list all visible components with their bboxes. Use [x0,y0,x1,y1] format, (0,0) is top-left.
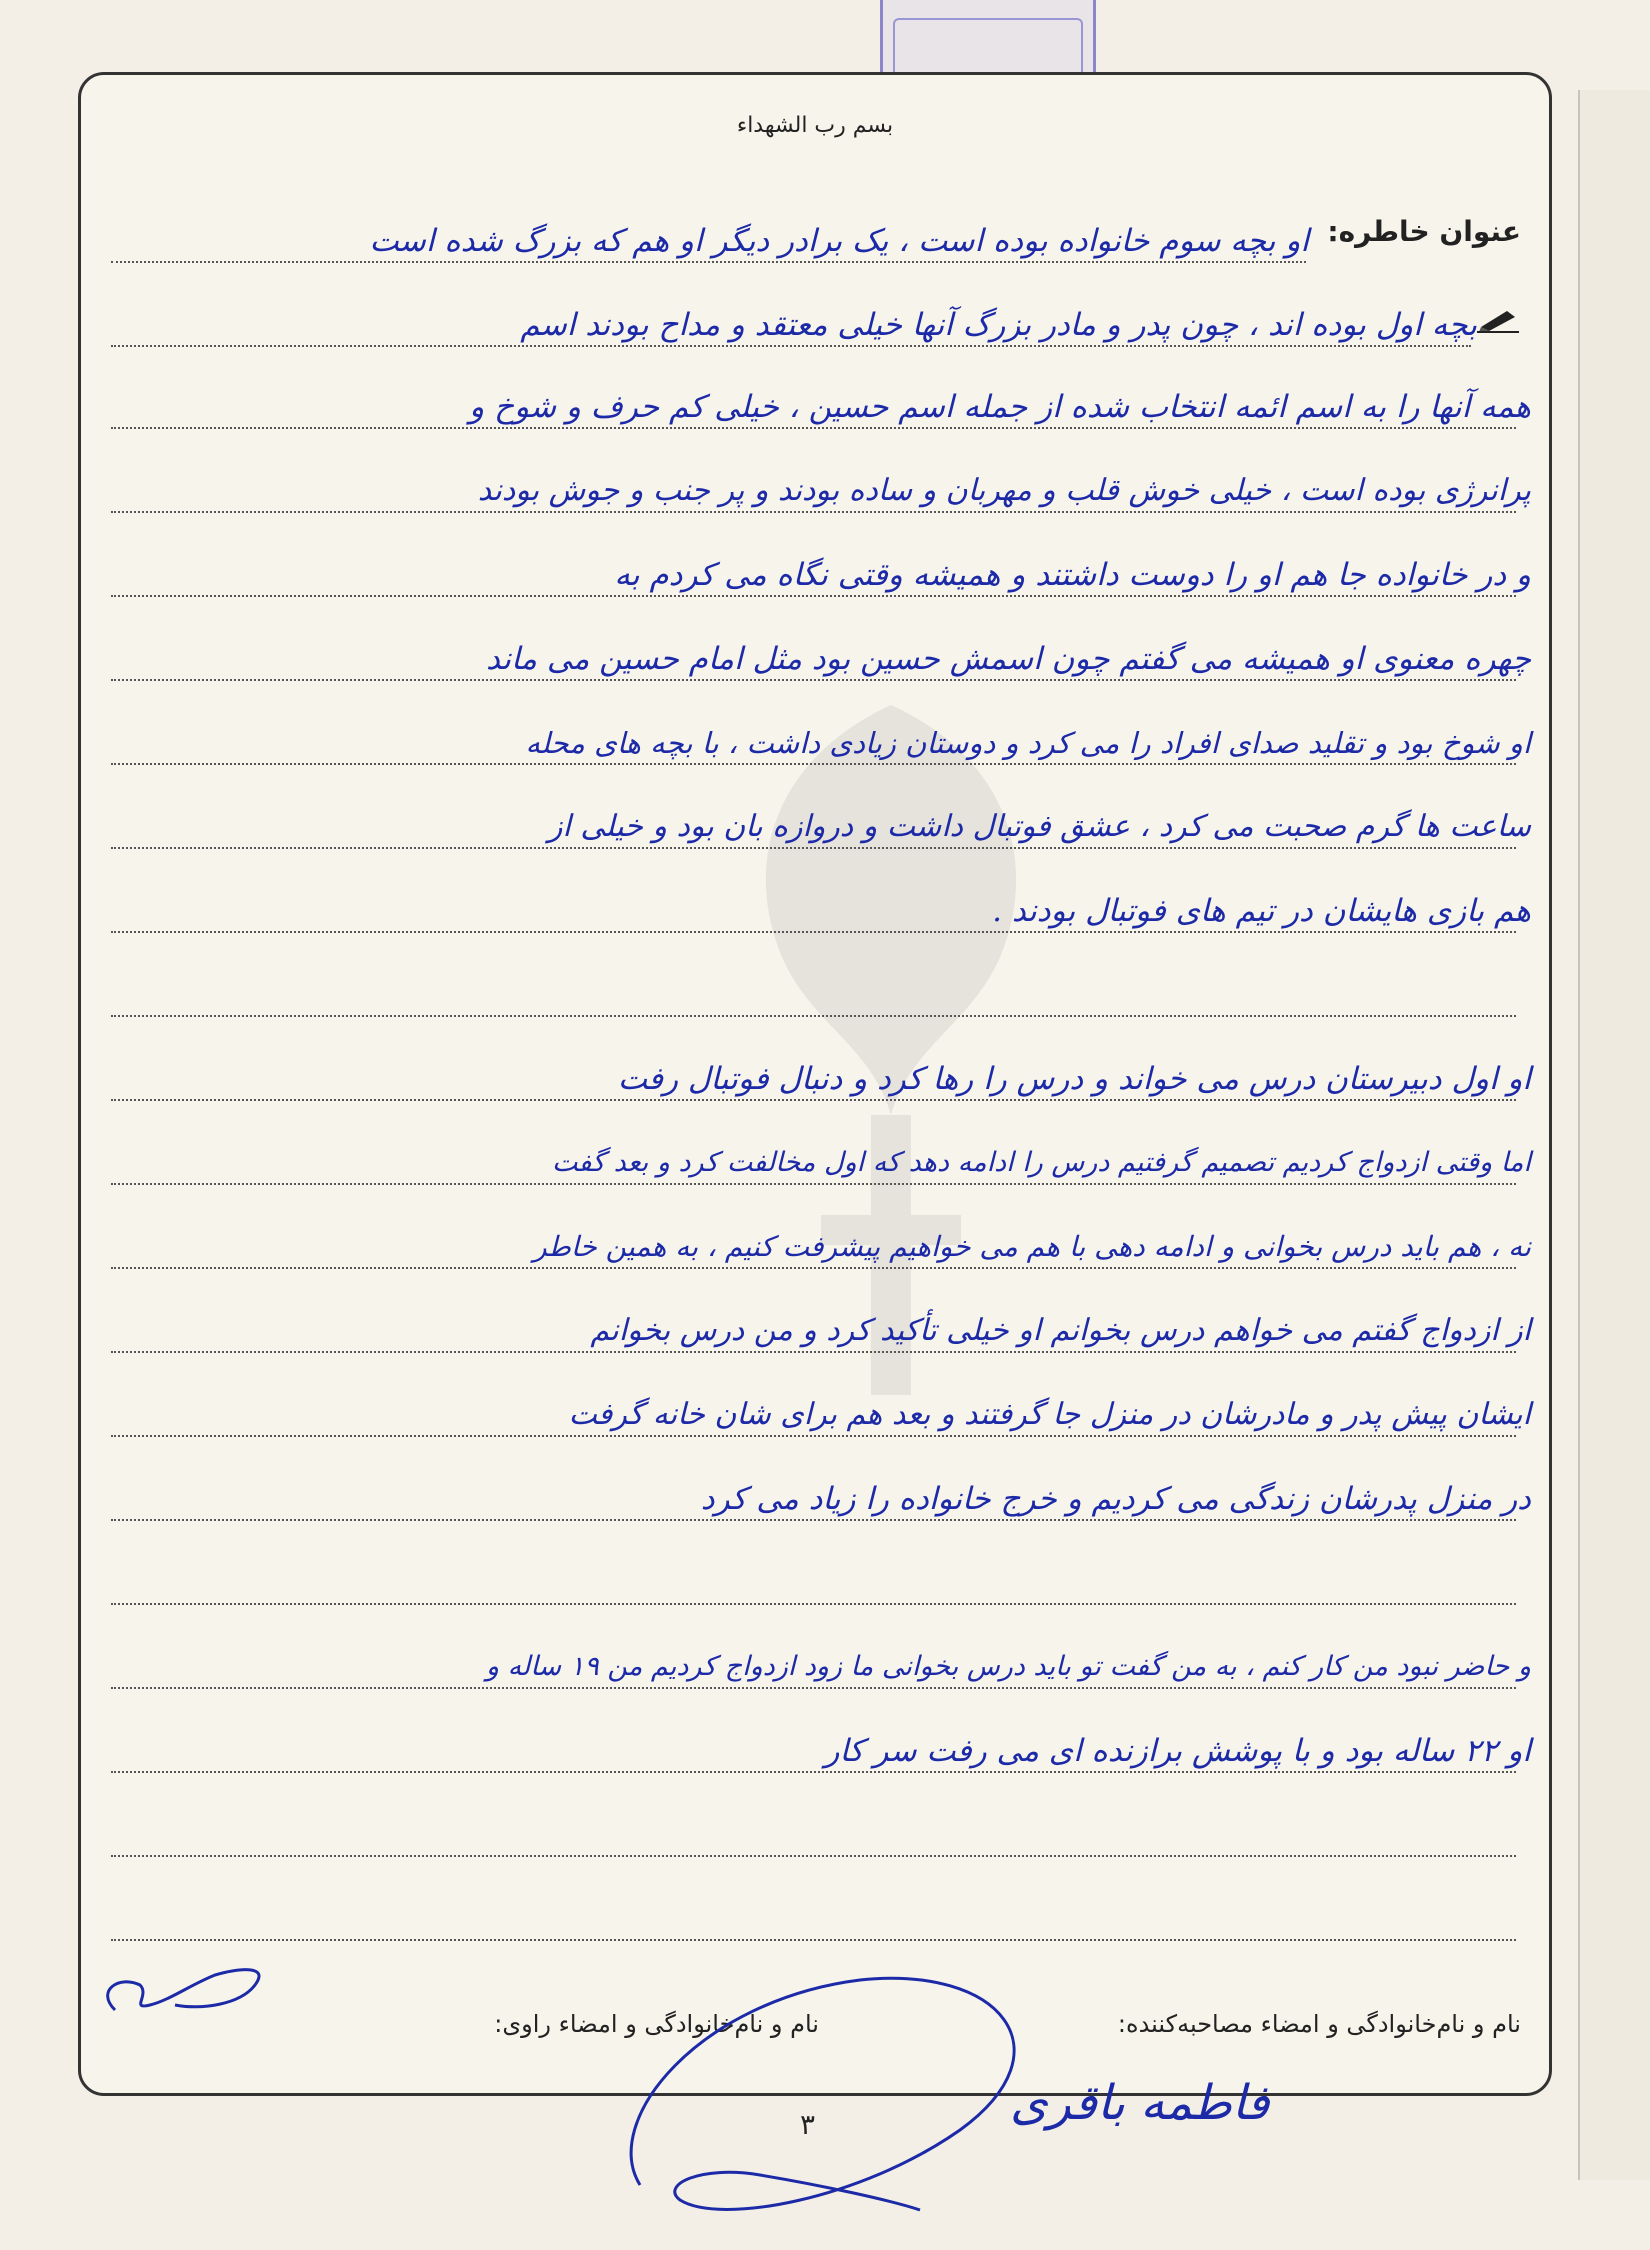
page-bleed-right [1578,90,1650,2180]
memory-title-label: عنوان خاطره: [1327,215,1521,248]
writing-line [111,1351,1516,1353]
writing-line [111,1771,1516,1773]
handwritten-line: نه ، هم باید درس بخوانی و ادامه دهی با هم می خواهیم پیشرفت کنیم ، به همین خاطر [533,1230,1531,1263]
writing-line [111,1015,1516,1017]
writing-line [111,847,1516,849]
handwritten-line: چهره معنوی او همیشه می گفتم چون اسمش حسین بود مثل امام حسین می ماند [486,641,1531,677]
handwritten-line: از ازدواج گفتم می خواهم درس بخوانم او خیلی تأکید کرد و من درس بخوانم [590,1313,1531,1348]
writing-line [111,679,1516,681]
handwritten-line: بچه اول بوده اند ، چون پدر و مادر بزرگ آنها خیلی معتقد و مداح بودند اسم [520,307,1477,343]
footer-interviewer-label: نام و نام‌خانوادگی و امضاء مصاحبه‌کننده: [1117,2010,1521,2038]
pencil-icon [1477,307,1519,333]
page-number: ۳ [800,2108,816,2141]
handwritten-line: اما وقتی ازدواج کردیم تصمیم گرفتیم درس را ادامه دهد که اول مخالفت کرد و بعد گفت [552,1147,1531,1178]
footer-narrator-label: نام و نام‌خانوادگی و امضاء راوی: [494,2010,819,2038]
handwritten-line: و حاضر نبود من کار کنم ، به من گفت تو باید درس بخوانی ما زود ازدواج کردیم من ۱۹ ساله و [485,1651,1531,1682]
writing-line [111,1099,1516,1101]
header-title: بسم رب الشهداء [736,113,894,138]
writing-line [111,345,1471,347]
writing-line [111,427,1516,429]
handwritten-line: ایشان پیش پدر و مادرشان در منزل جا گرفتند و بعد هم برای شان خانه گرفت [568,1397,1531,1432]
handwritten-line: هم بازی هایشان در تیم های فوتبال بودند . [992,893,1531,929]
handwritten-line: ساعت ها گرم صحبت می کرد ، عشق فوتبال داشت و دروازه بان بود و خیلی از [548,809,1531,844]
handwritten-line: و در خانواده جا هم او را دوست داشتند و همیشه وقتی نگاه می کردم به [614,557,1531,593]
handwritten-line: او شوخ بود و تقلید صدای افراد را می کرد و دوستان زیادی داشت ، با بچه های محله [525,726,1531,760]
writing-line [111,1519,1516,1521]
writing-line [111,1435,1516,1437]
writing-line [111,261,1306,263]
watermark-emblem [721,695,1061,1415]
handwritten-line: در منزل پدرشان زندگی می کردیم و خرج خانواده را زیاد می کرد [700,1481,1531,1517]
handwritten-line: او بچه سوم خانواده بوده است ، یک برادر دیگر او هم که بزرگ شده است [369,223,1309,259]
handwritten-line: همه آنها را به اسم ائمه انتخاب شده از جمله اسم حسین ، خیلی کم حرف و شوخ و [469,389,1531,425]
writing-line [111,1603,1516,1605]
writing-line [111,931,1516,933]
narrator-signature-name: فاطمه باقری [1010,2075,1270,2131]
writing-line [111,763,1516,765]
handwritten-line: او ۲۲ ساله بود و با پوشش برازنده ای می رفت سر کار [824,1733,1531,1769]
writing-line [111,511,1516,513]
writing-line [111,1855,1516,1857]
writing-line [111,1939,1516,1941]
form-frame [78,72,1552,2096]
writing-line [111,1267,1516,1269]
writing-line [111,595,1516,597]
handwritten-line: پرانرژی بوده است ، خیلی خوش قلب و مهربان و ساده بودند و پر جنب و جوش بودند [477,473,1531,508]
writing-line [111,1183,1516,1185]
handwritten-line: او اول دبیرستان درس می خواند و درس را رها کرد و دنبال فوتبال رفت [617,1061,1531,1097]
writing-line [111,1687,1516,1689]
